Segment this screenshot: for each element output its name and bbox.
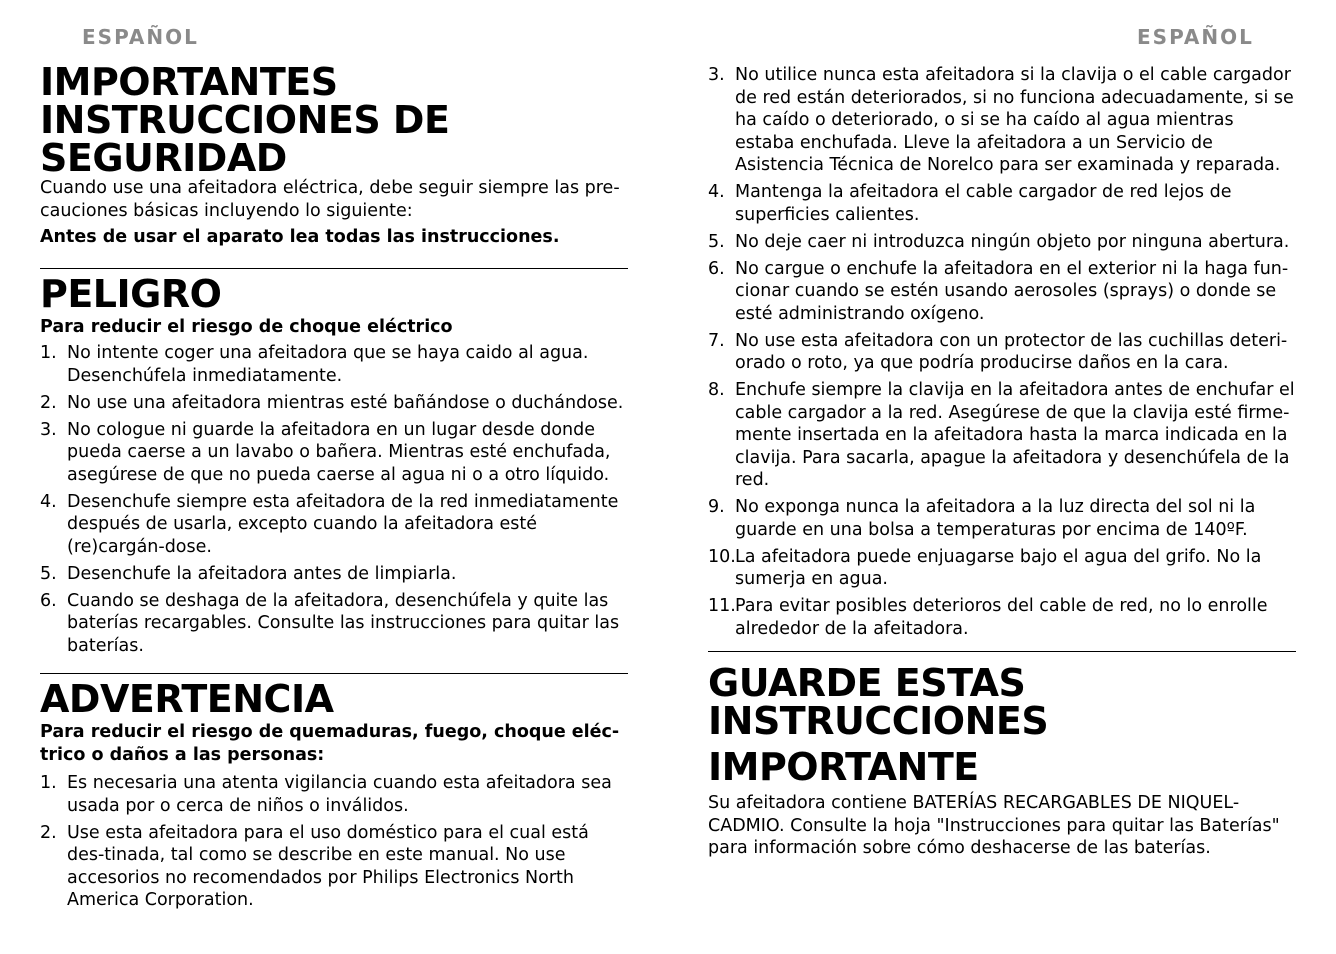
language-header-right: ESPAÑOL [1137,25,1254,49]
left-column [40,60,630,916]
list-item: 10. La afeitadora puede enjuagarse bajo el agua del grifo. No la sumerja en agua. [708,546,1262,589]
warning-subtitle: Para reducir el riesgo de quemaduras, fuego, choque eléc-trico o daños a las personas: [40,722,620,765]
list-item: 3. No cologue ni guarde la afeitadora en un lugar desde donde pueda caerse a un lavabo o bañera. Mientras esté enchufada, asegúrese de que no pueda caerse al agua ni o a otro líquido. [40,419,611,485]
section-divider [40,673,628,674]
list-item: 7. No use esta afeitadora con un protector de las cuchillas deteri-orado o roto, ya que podría producirse daños en la cara. [708,330,1288,373]
safety-title-line: SEGURIDAD [40,136,287,180]
danger-list [40,342,630,657]
save-title [708,661,1298,743]
save-title-line: GUARDE ESTAS [708,661,1026,705]
list-item: 8. Enchufe siempre la clavija en la afeitadora antes de enchufar el cable cargador a la red. Asegúrese de que la clavija esté firme-mente insertada en la afeitadora hasta la marca indicada en la clavija. Para sacarla, apague la afeitadora y desenchúfela de la red. [708,380,1295,490]
list-item: 2. No use una afeitadora mientras esté bañándose o duchándose. [40,392,624,413]
list-item: 4. Mantenga la afeitadora el cable cargador de red lejos de superficies calientes. [708,182,1232,225]
section-divider [40,268,628,269]
read-all-instructions: Antes de usar el aparato lea todas las instrucciones. [40,227,560,247]
save-body: Su afeitadora contiene BATERÍAS RECARGABLES DE NIQUEL-CADMIO. Consulte la hoja "Instrucciones para quitar las Baterías" para información sobre cómo deshacerse de las baterías. [708,793,1280,858]
list-item: 6. Cuando se deshaga de la afeitadora, desenchúfela y quite las baterías recargables. Consulte las instrucciones para quitar las baterías. [40,590,620,656]
warning-list-part-2 [708,64,1298,640]
danger-subtitle: Para reducir el riesgo de choque eléctrico [40,316,453,337]
danger-title: PELIGRO [40,271,222,316]
list-item: 6. No cargue o enchufe la afeitadora en el exterior ni la haga fun-cionar cuando se estén usando aerosoles (sprays) o donde se esté administrando oxígeno. [708,258,1289,324]
save-title-important: IMPORTANTE [708,745,979,789]
safety-intro: Cuando use una afeitadora eléctrica, debe seguir siempre las pre-cauciones básicas incluyendo lo siguiente: [40,178,620,221]
warning-title: ADVERTENCIA [40,677,334,721]
list-item: 3. No utilice nunca esta afeitadora si la clavija o el cable cargador de red están deteriorados, si no funciona adecuadamente, si se ha caído o deteriorado, o si se ha caído al agua mientras estaba enchufada. Lleve la afeitadora a un Servicio de Asistencia Técnica de Norelco para ser examinada y reparada. [708,65,1294,175]
list-item: 4. Desenchufe siempre esta afeitadora de la red inmediatamente después de usarla, excepto cuando la afeitadora esté (re)cargán-dose. [40,491,619,557]
warning-list-part-1 [40,772,630,912]
list-item: 1. No intente coger una afeitadora que se haya caido al agua. Desenchúfela inmediatamente. [40,343,589,386]
safety-title [40,60,630,180]
list-item: 5. Desenchufe la afeitadora antes de limpiarla. [40,563,457,584]
safety-title-line: INSTRUCCIONES DE [40,98,450,142]
language-header-left: ESPAÑOL [82,25,199,49]
section-divider [708,651,1296,652]
right-column [708,64,1298,860]
list-item: 2. Use esta afeitadora para el uso doméstico para el cual está des-tinada, tal como se describe en este manual. No use accesorios no recomendados por Philips Electronics North America Corporation. [40,822,589,910]
safety-title-line: IMPORTANTES [40,60,338,104]
list-item: 11. Para evitar posibles deterioros del cable de red, no lo enrolle alrededor de la afeitadora. [708,596,1268,639]
list-item: 9. No exponga nunca la afeitadora a la luz directa del sol ni la guarde en una bolsa a temperaturas por encima de 140ºF. [708,497,1256,540]
save-title-line: INSTRUCCIONES [708,699,1049,743]
list-item: 1. Es necesaria una atenta vigilancia cuando esta afeitadora sea usada por o cerca de niños o inválidos. [40,773,612,816]
list-item: 5. No deje caer ni introduzca ningún objeto por ninguna abertura. [708,231,1290,252]
